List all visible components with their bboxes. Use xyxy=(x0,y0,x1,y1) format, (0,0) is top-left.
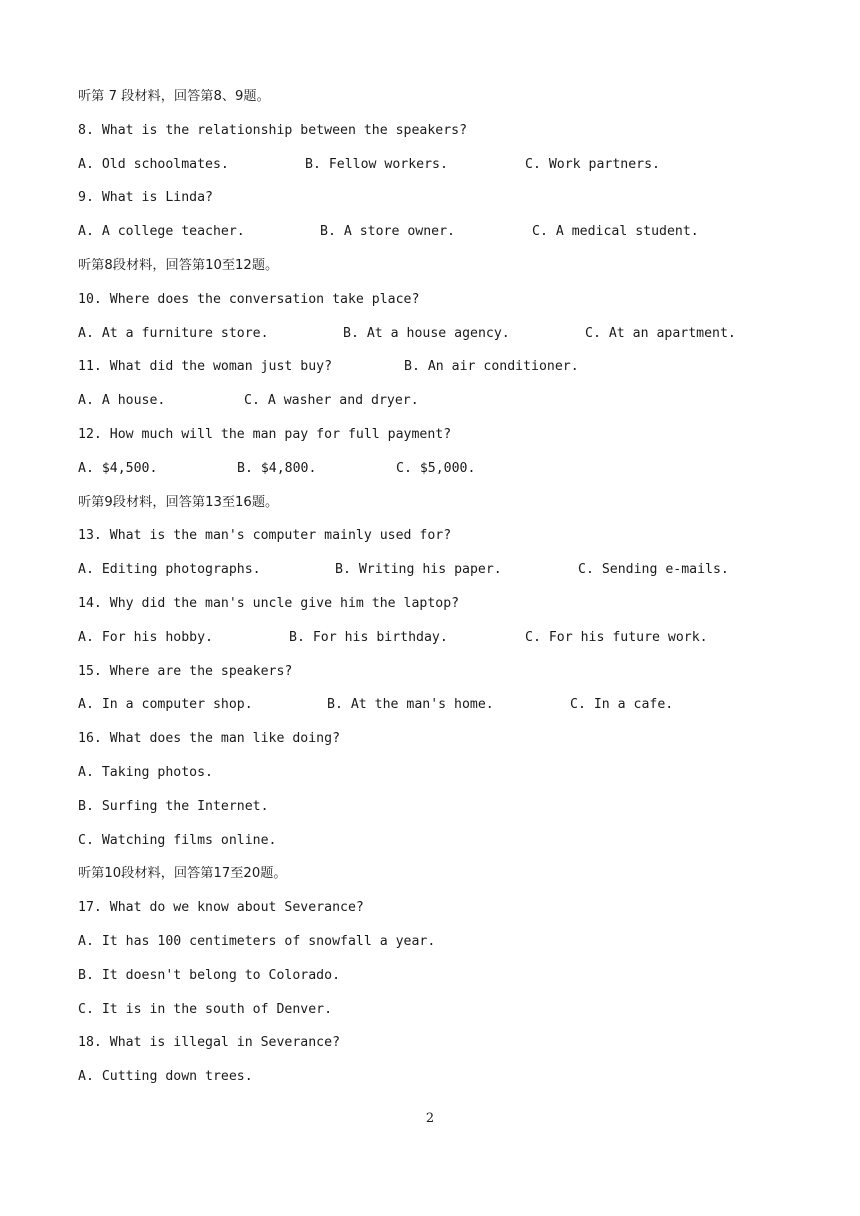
question-text: 8. What is the relationship between the speakers? xyxy=(78,122,468,138)
page-number: 2 xyxy=(425,1111,435,1126)
answer-option: C. It is in the south of Denver. xyxy=(78,1001,333,1017)
question-text: 9. What is Linda? xyxy=(78,190,213,206)
answer-option: C. Sending e-mails. xyxy=(578,562,729,578)
section-heading: 听第 7 段材料，回答第8、9题。 xyxy=(78,89,270,104)
answer-option: C. At an apartment. xyxy=(585,325,736,341)
answer-option: A. Old schoolmates. xyxy=(78,156,229,172)
question-text: 12. How much will the man pay for full payment? xyxy=(78,427,452,442)
question-text: 18. What is illegal in Severance? xyxy=(78,1035,341,1051)
answer-option: A. It has 100 centimeters of snowfall a year. xyxy=(78,934,436,949)
section-heading: 听第8段材料，回答第10至12题。 xyxy=(78,258,279,273)
question-text: 16. What does the man like doing? xyxy=(78,731,341,747)
answer-option: C. $5,000. xyxy=(396,460,476,476)
answer-option: A. Cutting down trees. xyxy=(78,1069,253,1085)
answer-option: C. A medical student. xyxy=(532,224,699,240)
answer-option: B. $4,800. xyxy=(237,460,317,476)
answer-option: B. For his birthday. xyxy=(289,629,448,645)
answer-option: A. A college teacher. xyxy=(78,224,245,240)
answer-option: B. At the man's home. xyxy=(327,697,494,713)
answer-option: A. Editing photographs. xyxy=(78,562,261,578)
answer-option: B. At a house agency. xyxy=(343,325,510,341)
answer-option: C. For his future work. xyxy=(525,629,708,645)
answer-option: B. Writing his paper. xyxy=(335,562,502,578)
answer-option: A. In a computer shop. xyxy=(78,697,253,713)
answer-option: A. At a furniture store. xyxy=(78,325,269,341)
answer-option: B. Surfing the Internet. xyxy=(78,798,269,814)
answer-option: B. It doesn't belong to Colorado. xyxy=(78,967,341,983)
answer-option: A. $4,500. xyxy=(78,460,158,476)
answer-option: A. For his hobby. xyxy=(78,629,213,645)
question-text: 14. Why did the man's uncle give him the laptop? xyxy=(78,596,460,611)
question-text: 10. Where does the conversation take place? xyxy=(78,291,420,307)
section-heading: 听第10段材料，回答第17至20题。 xyxy=(78,866,287,882)
answer-option: B. Fellow workers. xyxy=(305,156,448,172)
section-heading: 听第9段材料，回答第13至16题。 xyxy=(78,494,279,510)
answer-option: C. Watching films online. xyxy=(78,832,277,848)
question-text: 13. What is the man's computer mainly used for? xyxy=(78,528,452,544)
answer-option: B. A store owner. xyxy=(320,224,455,240)
answer-option: C. Work partners. xyxy=(525,156,660,172)
answer-option: C. A washer and dryer. xyxy=(244,393,419,409)
question-text: 17. What do we know about Severance? xyxy=(78,900,364,916)
answer-option: A. A house. xyxy=(78,393,166,409)
answer-option: B. An air conditioner. xyxy=(404,359,579,375)
question-text: 15. Where are the speakers? xyxy=(78,663,293,679)
answer-option: A. Taking photos. xyxy=(78,765,213,780)
answer-option: C. In a cafe. xyxy=(570,697,674,713)
answer-option: 11. What did the woman just buy? xyxy=(78,359,333,375)
